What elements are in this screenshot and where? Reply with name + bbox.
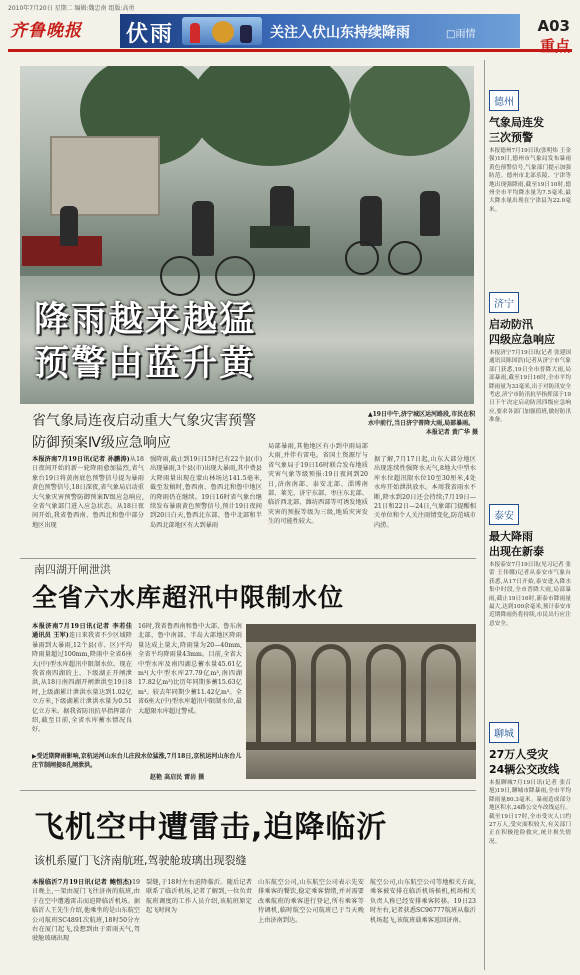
banner-illustration bbox=[182, 17, 262, 45]
third-article-col3: 山东航空公司,山东航空公司表示先安排乘客的餐饮,稳定乘客情绪,并对需要改乘航班的乘客进行登记,所有乘客等待调机,临时航空公司航班已于当天晚上由济南到达。 bbox=[258, 879, 364, 924]
gate-arch bbox=[421, 644, 461, 744]
lead-article-col3: 局部暴雨,其他地区有小到中雨局部大雨,并伴有雷电。省国土资源厅与省气象局于19日16时联合发布地质灾害气象等级预报:19日夜间到20日,济南南部、泰安北部、淄博南部、莱芜、济宁东部、枣庄东北部、临沂西北部、潍坊西部等可诱发地质灾害的预报等级为三级,地质灾害发生的可能性较大。 bbox=[268, 443, 368, 526]
region-tag: 聊城 bbox=[489, 722, 519, 743]
person-figure-icon bbox=[240, 25, 252, 43]
raincoat-figure-icon bbox=[190, 23, 200, 43]
dateline-bar: 2010年7月20日 星期二 编辑:魏忠南 组版:高勇 bbox=[8, 5, 135, 12]
lead-headline bbox=[34, 298, 256, 386]
bicycle-wheel bbox=[388, 241, 422, 275]
sidebar-title bbox=[489, 317, 571, 347]
third-headline: 飞机空中遭雷击,迫降临沂 bbox=[34, 810, 388, 845]
title-line: 出现在新泰 bbox=[489, 545, 544, 558]
region-tag: 济宁 bbox=[489, 292, 519, 313]
title-line: 启动防汛 bbox=[489, 318, 533, 331]
second-article-col2: 16时,我省鲁西南和鲁中大部、鲁东南北部、鲁中南部、半岛大部地区降雨量达成上量大,降雨量为20—40mm,全省平均降雨量43mm。目前,全省大中型水库及南四湖总蓄水量45.61亿m³(大中型水库27.79亿m³,南四湖17.82亿m³)比历年同期多蓄15.63亿m³。较去年同期少蓄11.42亿m³。全省6座大(中)型水库超汛中限制水位,最大超限水库超过警戒。 bbox=[138, 623, 242, 715]
article-dateline: 本报济南7月19日讯(记者 李若佳 通讯员 王军) bbox=[32, 623, 132, 640]
page-number: A03 bbox=[537, 17, 570, 35]
third-article-col4: 航空公司,山东航空公司等地相关方面,乘客被安排在临沂机场候机,机场相关负责人称已经安排乘客转移。19日23时左右,记者获悉SC96777航班从临沂机场起飞,该航班载乘客返回济南。 bbox=[370, 879, 476, 924]
region-tag: 泰安 bbox=[489, 504, 519, 525]
gate-rail bbox=[246, 742, 476, 750]
sidebar-body: 本报聊城7月19日讯(记者 张召旭)19日,聊城市降暴雨,全市平均降雨量80.3毫米。暴雨造成部分地区积水,24路公交车改线运行。截至19日17时,全市受灾人口约27万人,受灾面积较大,有关部门正在积极抢险救灾,统计损失情况。 bbox=[489, 780, 571, 845]
person-shape bbox=[60, 206, 78, 246]
regional-sidebar bbox=[484, 60, 574, 970]
section-divider bbox=[20, 790, 476, 791]
title-line: 27万人受灾 bbox=[489, 748, 549, 761]
page-number-block bbox=[538, 16, 570, 56]
banner-slogan: 关注入伏山东持续降雨 bbox=[270, 25, 410, 41]
building-shape bbox=[50, 136, 160, 216]
article-text: 连日来我省不少区域降暴雨到大暴雨,12个县(市、区)平均降雨量超过100mm,降雨中全省6座大(中)型水库超汛中限制水位。现在我省南四湖的上、下级湖正开闸泄洪,从18日南四湖开闸泄洪至19日8时,上级湖累计泄洪水量达到1.02亿立方米,下级湖累计泄洪水量为0.51亿立方米。据我省防汛抗旱指挥部介绍,截至目前,全省水库蓄水情况良好。 bbox=[32, 632, 132, 734]
lead-headline-line2: 预警由蓝升黄 bbox=[34, 344, 257, 384]
second-photo-floodgate bbox=[246, 624, 476, 779]
banner-keyword: 伏雨 bbox=[126, 21, 175, 47]
tree-shape bbox=[350, 66, 470, 156]
region-tag: 德州 bbox=[489, 90, 519, 111]
gate-arch bbox=[311, 644, 351, 744]
title-line: 最大降雨 bbox=[489, 530, 533, 543]
umbrella-icon bbox=[212, 21, 234, 43]
article-dateline: 本报济南7月19日讯(记者 孙鹏涛) bbox=[32, 456, 130, 463]
second-photo-byline: 赵艳 高启民 雷岩 摄 bbox=[150, 774, 205, 781]
title-line: 24辆公交改线 bbox=[489, 763, 560, 776]
section-divider bbox=[20, 558, 476, 559]
third-article-col2: 裂缝,于18时左右迫降临沂。随后记者联系了临沂机场,记者了解到,一位负责航班调度的工作人员介绍,该航班原定起飞时间为 bbox=[146, 879, 252, 915]
banner-tag: □雨情 bbox=[446, 29, 476, 40]
sidebar-title bbox=[489, 529, 571, 559]
title-line: 气象局连发 bbox=[489, 116, 544, 129]
lead-headline-line1: 降雨越来越猛 bbox=[34, 300, 257, 340]
topic-banner bbox=[120, 14, 520, 48]
sidebar-body: 本报济宁7月19日讯(记者 张建国 通讯员陈国浩)记者从济宁市气象部门获悉,19日全市普降大雨,局部暴雨,截至19日16时,全市平均降雨量为33毫米,出于对防汛安全考虑,济宁市防汛抗旱指挥部于19日下午决定启动防汛四级应急响应,要求各部门加强值班,做好防汛准备。 bbox=[489, 350, 571, 424]
lead-sub-line1: 省气象局连夜启动重大气象灾害预警 bbox=[32, 413, 256, 429]
title-line: 三次预警 bbox=[489, 131, 533, 144]
article-dateline: 本报临沂7月19日讯(记者 鲍恒杰) bbox=[32, 879, 133, 886]
sidebar-body: 本报德州7月19日讯(张明炜 王金强)19日,德州市气象局发布暴雨黄色预警信号,气象部门提示加强防范。德州市北部乐陵、宁津等地出现强降雨,截至19日10时,德州全市平均降水量为7.5毫米,最大降水量出现在宁津县为22.0毫米。 bbox=[489, 148, 571, 213]
article-text: 从18日夜间开始的新一轮降雨愈加猛烈,省气象台19日将黄南底色预警信号提为暴雨黄色预警信号,18日深夜,省气象局启动重大气象灾害预警防御预案Ⅳ级应急响应,全省气象部门进入应急状态。从18日夜间开始,我省鲁西南、鲁西北和鲁中部分地区出现 bbox=[32, 456, 144, 529]
gate-arch bbox=[256, 644, 296, 744]
lead-article-col2: 强降雨,截止到19日15时已有22个县(市)出现暴雨,3个县(市)出现大暴雨,其中费县大降雨量出现在蒙山林场达141.5毫米,截至发稿时,鲁西南、鲁西北和鲁中地区的降雨仍在继续。19日16时省气象台继续发布暴雨黄色预警信号,预计19日夜间到20日白天,鲁西北东部、鲁中北部和半岛西北部地区有大到暴雨 bbox=[150, 456, 262, 529]
caption-text: ▲19日中午,济宁城区运河路段,市民在积水中前行,当日济宁普降大雨,局部暴雨。 bbox=[368, 411, 476, 427]
second-article-col1 bbox=[32, 622, 132, 747]
sidebar-item-jining bbox=[485, 292, 575, 511]
cart-shape bbox=[250, 226, 310, 248]
sidebar-title bbox=[489, 115, 571, 145]
lead-sub-line2: 防御预案Ⅳ级应急响应 bbox=[32, 435, 171, 451]
sidebar-item-taian bbox=[485, 504, 575, 713]
sidebar-item-liaocheng bbox=[485, 722, 575, 971]
masthead bbox=[8, 12, 572, 55]
sidebar-item-dezhou bbox=[485, 90, 575, 284]
tree-shape bbox=[190, 66, 350, 166]
second-kicker: 南四湖开闸泄洪 bbox=[34, 563, 111, 576]
page-section: 重点 bbox=[539, 37, 570, 55]
cyclist-shape bbox=[360, 196, 382, 246]
lead-subheadline bbox=[32, 410, 256, 454]
sidebar-title bbox=[489, 747, 571, 777]
bicycle-wheel bbox=[345, 241, 379, 275]
sidebar-body: 本报泰安7月19日讯(见习记者 张蕾 王伟娜)记者从泰安市气象台获悉,从17日开始,泰安进入降水集中时段,全市普降大雨,局部暴雨,截止19日16时,新泰市降雨量最大,达到100余毫米,预计泰安市近期降雨仍将持续,市民出行应注意安全。 bbox=[489, 562, 571, 627]
lead-article-col4: 据了解,7月17日起,山东大部分地区出现连续性强降水天气,8地大中型水库水位超汛限水位10至30厘米,4处水库开始泄洪放水。本周我省雨水不断,降水到20日还会持续;7月19日—21日和22日—24日,气象部门提醒相关单位和个人关注雨情变化,防范城市内涝。 bbox=[374, 456, 476, 529]
newspaper-logo: 齐鲁晚报 bbox=[10, 21, 82, 41]
article-text: 19日晚上,一架由厦门飞往济南的航班,由于在空中遭遇雷击而迫降临沂机场。据临沂人王先生介绍,他乘坐的是山东航空公司航班SC4891次航班,18时50分左右在厦门起飞,没想到由于雷雨天气,驾驶舱玻璃出现 bbox=[32, 879, 140, 943]
lead-article-col1 bbox=[32, 455, 144, 555]
second-headline: 全省六水库超汛中限制水位 bbox=[32, 583, 345, 612]
person-shape bbox=[420, 191, 440, 236]
bicycle-wheel bbox=[215, 256, 255, 296]
title-line: 四级应急响应 bbox=[489, 333, 555, 346]
cyclist-shape bbox=[192, 201, 214, 256]
lead-photo-caption bbox=[368, 410, 478, 437]
bicycle-wheel bbox=[160, 256, 200, 296]
bridge-deck bbox=[246, 624, 476, 642]
third-article-col1 bbox=[32, 878, 140, 968]
caption-credit: 本报记者 黄广华 摄 bbox=[425, 429, 478, 436]
gate-arch bbox=[366, 644, 406, 744]
second-photo-caption: ▶受近期降雨影响,京杭运河山东台儿庄段水位猛涨,7月18日,京杭运河山东台儿庄节制闸提8孔闸泄洪。 bbox=[32, 753, 242, 769]
third-subheadline: 该机系厦门飞济南航班,驾驶舱玻璃出现裂缝 bbox=[34, 854, 247, 867]
